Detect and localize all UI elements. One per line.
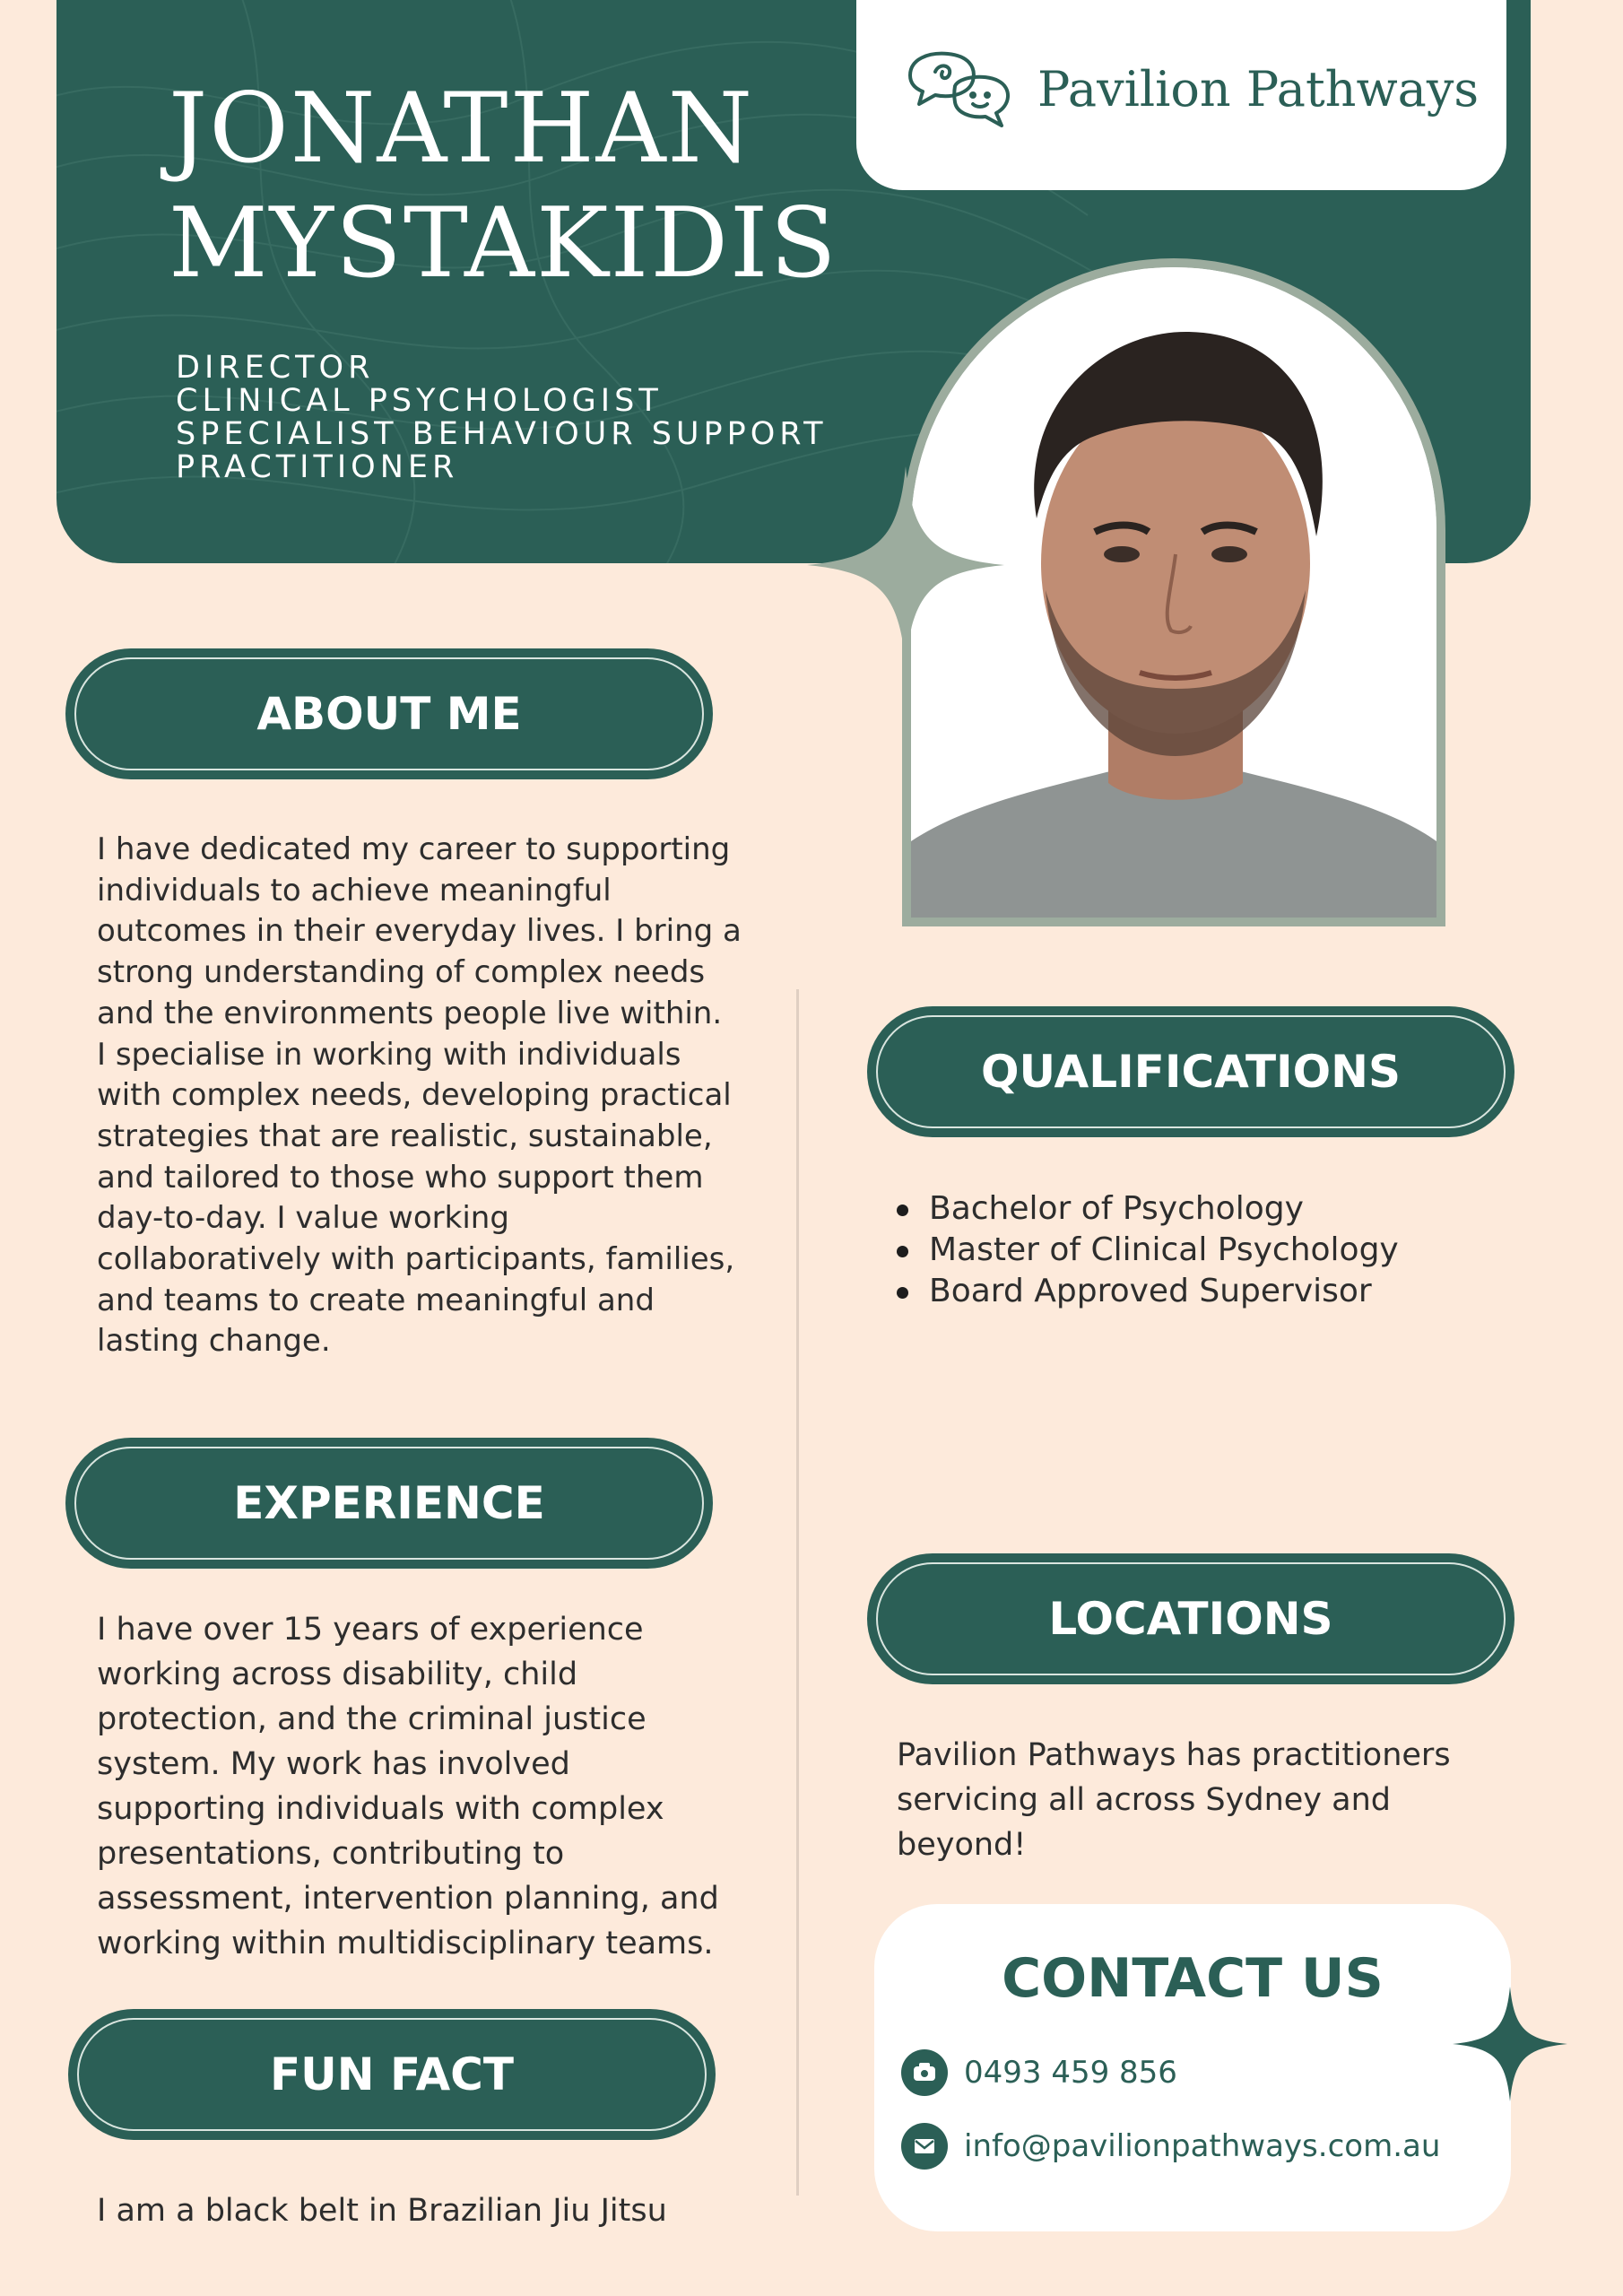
locations-text: Pavilion Pathways has practitioners servicing all across Sydney and beyond! [897,1737,1451,1863]
fun-fact-heading [68,2009,716,2140]
qualifications-list [897,1188,1399,1312]
about-me-text [97,830,742,1362]
role-item: CLINICAL PSYCHOLOGIST [176,383,663,419]
phone-icon [901,2049,948,2096]
first-name: JONATHAN [169,73,755,185]
experience-text: I have over 15 years of experience working across disability, child protection, and the criminal justice system. My work has involved supporting individuals with complex presentations, contributing to assessment, intervention planning, and working within multidisciplinary teams. [97,1612,719,1961]
logo-box [856,0,1506,190]
list-item: Bachelor of Psychology [897,1188,1399,1230]
contact-title: CONTACT US [1002,1947,1384,2010]
last-name: MYSTAKIDIS [169,187,838,300]
locations-heading [867,1553,1515,1684]
sparkle-icon [1453,1987,1567,2101]
roles-list [176,352,827,484]
qualifications-title: QUALIFICATIONS [980,1046,1402,1098]
fun-fact-title: FUN FACT [270,2048,514,2100]
role-item: PRACTITIONER [176,449,459,485]
phone-number: 0493 459 856 [964,2055,1177,2091]
about-me-heading [65,648,713,779]
qualifications-heading [867,1006,1515,1137]
brand-name: Pavilion Pathways [1037,61,1480,117]
about-paragraph-2: I specialise in working with individuals with complex needs, developing practical strategies that are realistic, sustainable, and tailored to those who support them day-to-day. I value working collaboratively with participants, families, and teams to create meaningful and lasting change. [97,1036,735,1360]
list-item: Board Approved Supervisor [897,1271,1399,1312]
chat-bubbles-icon [901,47,1018,136]
contact-phone-row[interactable] [901,2049,1177,2096]
about-me-title: ABOUT ME [256,688,522,740]
role-item: DIRECTOR [176,350,375,386]
list-item: Master of Clinical Psychology [897,1230,1399,1271]
about-paragraph-1: I have dedicated my career to supporting individuals to achieve meaningful outcomes in their everyday lives. I bring a strong understanding of complex needs and the environments people live within. [97,831,742,1031]
column-divider [796,989,799,2196]
contact-email-row[interactable] [901,2123,1440,2170]
email-icon [901,2123,948,2170]
person-name [169,72,838,301]
locations-title: LOCATIONS [1048,1593,1333,1645]
experience-title: EXPERIENCE [233,1477,545,1529]
role-item: SPECIALIST BEHAVIOUR SUPPORT [176,416,828,452]
contact-box [874,1904,1511,2231]
email-link[interactable]: info@pavilionpathways.com.au [964,2128,1441,2164]
experience-heading [65,1438,713,1569]
sparkle-icon [807,466,1004,664]
fun-fact-text: I am a black belt in Brazilian Jiu Jitsu [97,2193,667,2229]
